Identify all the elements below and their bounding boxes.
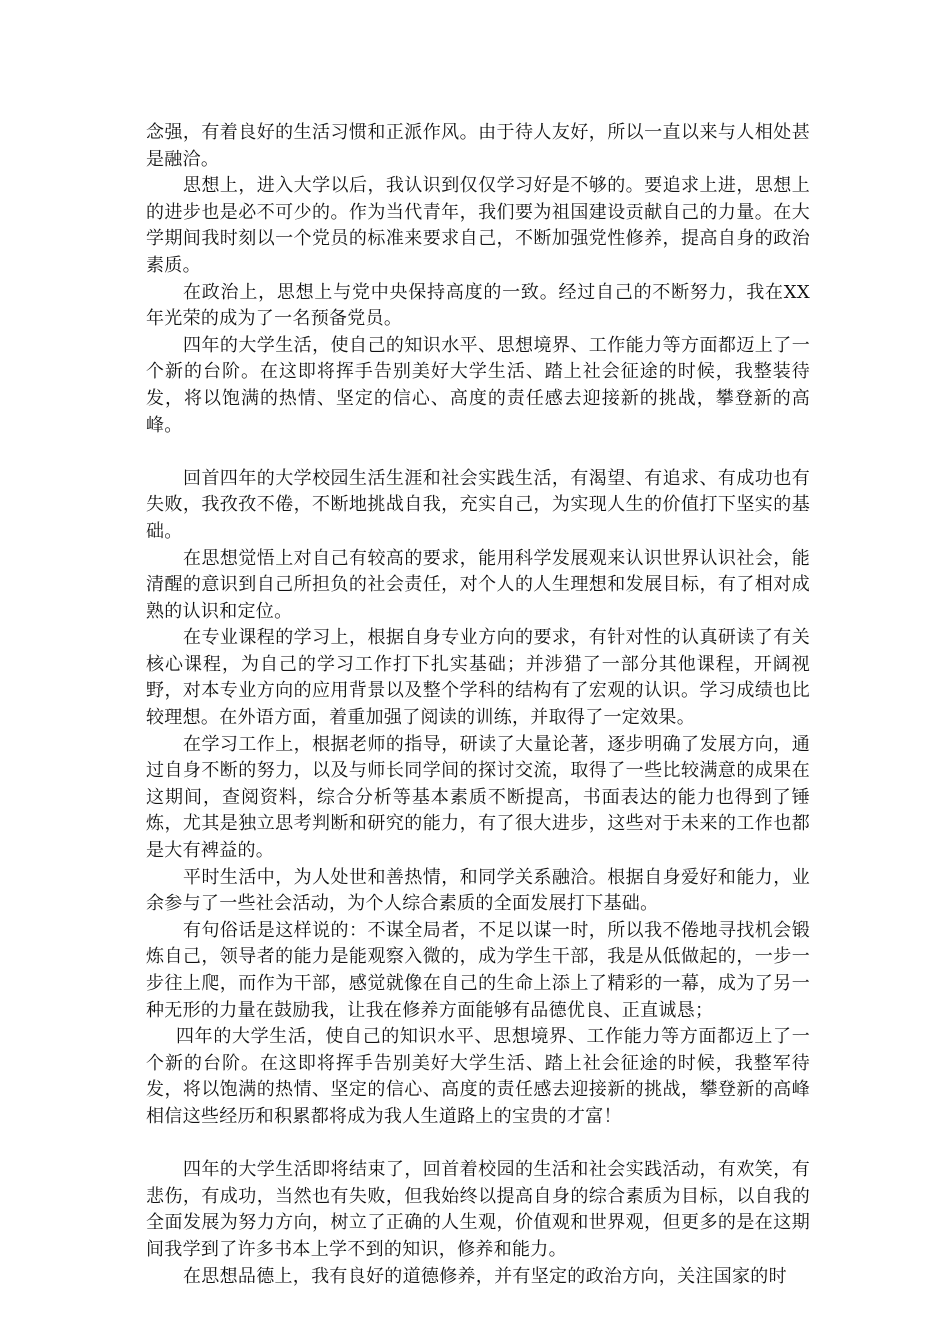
document-body: [146, 120, 810, 1290]
paragraph-continuation: 念强，有着良好的生活习惯和正派作风。由于待人友好，所以一直以来与人相处甚是融洽。: [146, 122, 810, 170]
paragraph: 思想上，进入大学以后，我认识到仅仅学习好是不够的。要追求上进，思想上的进步也是必不可少的。作为当代青年，我们要为祖国建设贡献自己的力量。在大学期间我时刻以一个党员的标准来要求自己，不断加强党性修养，提高自身的政治素质。: [146, 175, 810, 276]
section-gap: [146, 1131, 810, 1158]
paragraph: 回首四年的大学校园生活生涯和社会实践生活，有渴望、有追求、有成功也有失败，我孜孜不倦，不断地挑战自我，充实自己，为实现人生的价值打下坚实的基础。: [146, 467, 810, 542]
section-gap: [146, 439, 810, 466]
paragraph: 有句俗话是这样说的：不谋全局者，不足以谋一时，所以我不倦地寻找机会锻炼自己，领导者的能力是能观察入微的，成为学生干部，我是从低做起的，一步一步往上爬，而作为干部，感觉就像在自己的生命上添上了精彩的一幕，成为了另一种无形的力量在鼓励我，让我在修养方面能够有品德优良、正直诚恳；: [146, 919, 810, 1021]
paragraph: 在思想觉悟上对自己有较高的要求，能用科学发展观来认识世界认识社会，能清醒的意识到自己所担负的社会责任，对个人的人生理想和发展目标，有了相对成熟的认识和定位。: [146, 547, 810, 622]
paragraph: 四年的大学生活即将结束了，回首着校园的生活和社会实践活动，有欢笑，有悲伤，有成功，当然也有失败，但我始终以提高自身的综合素质为目标，以自我的全面发展为努力方向，树立了正确的人生观，价值观和世界观，但更多的是在这期间我学到了许多书本上学不到的知识，修养和能力。: [146, 1159, 810, 1260]
paragraph: 平时生活中，为人处世和善热情，和同学关系融洽。根据自身爱好和能力，业余参与了一些社会活动，为个人综合素质的全面发展打下基础。: [146, 866, 810, 915]
paragraph: 四年的大学生活，使自己的知识水平、思想境界、工作能力等方面都迈上了一个新的台阶。在这即将挥手告别美好大学生活、踏上社会征途的时候，我整装待发，将以饱满的热情、坚定的信心、高度的责任感去迎接新的挑战，攀登新的高峰。: [146, 334, 810, 436]
paragraph-truncated: 在思想品德上，我有良好的道德修养，并有坚定的政治方向，关注国家的时: [183, 1265, 787, 1287]
paragraph: 在学习工作上，根据老师的指导，研读了大量论著，逐步明确了发展方向，通过自身不断的努力，以及与师长同学间的探讨交流，取得了一些比较满意的成果在这期间，查阅资料，综合分析等基本素质不断提高，书面表达的能力也得到了锤炼，尤其是独立思考判断和研究的能力，有了很大进步，这些对于未来的工作也都是大有裨益的。: [146, 733, 810, 862]
paragraph: 在政治上，思想上与党中央保持高度的一致。经过自己的不断努力，我在XX年光荣的成为了一名预备党员。: [146, 281, 810, 330]
paragraph: 四年的大学生活，使自己的知识水平、思想境界、工作能力等方面都迈上了一个新的台阶。在这即将挥手告别美好大学生活、踏上社会征途的时候，我整军待发，将以饱满的热情、坚定的信心、高度的责任感去迎接新的挑战，攀登新的高峰相信这些经历和积累都将成为我人生道路上的宝贵的才富！: [146, 1026, 810, 1127]
paragraph: 在专业课程的学习上，根据自身专业方向的要求，有针对性的认真研读了有关核心课程，为自己的学习工作打下扎实基础；并涉猎了一部分其他课程，开阔视野，对本专业方向的应用背景以及整个学科的结构有了宏观的认识。学习成绩也比较理想。在外语方面，着重加强了阅读的训练，并取得了一定效果。: [146, 627, 810, 729]
